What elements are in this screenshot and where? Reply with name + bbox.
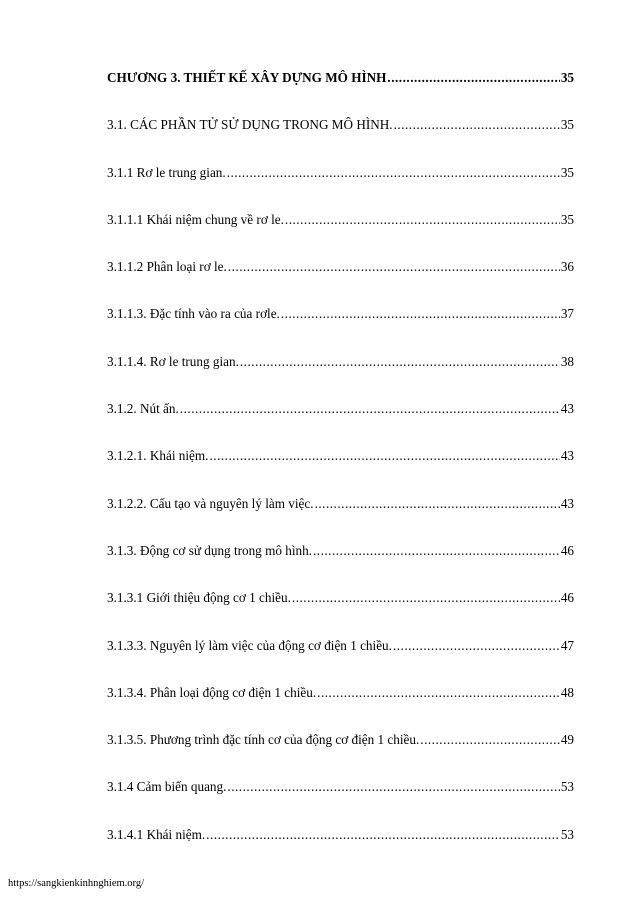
toc-dot-leader [240, 354, 560, 370]
toc-dot-leader [281, 306, 560, 322]
toc-entry-3-1-3-4[interactable] [107, 685, 574, 732]
toc-dot-leader [393, 638, 560, 654]
toc-entry-label: 3.1.3.4. Phân loại động cơ điện 1 chiều. [107, 684, 317, 700]
toc-entry-page: 37 [560, 306, 574, 322]
toc-entry-label: 3.1.4.1 Khái niệm. [107, 826, 206, 842]
toc-entry-label: 3.1.3.5. Phương trình đặc tính cơ của động cơ điện 1 chiều. [107, 732, 420, 748]
toc-entry-page: 35 [560, 70, 574, 85]
toc-entry-page: 35 [560, 164, 574, 180]
toc-dot-leader [394, 117, 560, 133]
toc-entry-3-1-3-3[interactable] [107, 638, 574, 685]
toc-entry-label: 3.1.2. Nút ấn. [107, 401, 179, 417]
toc-dot-leader [315, 496, 560, 512]
toc-entry-3-1-2-2[interactable] [107, 496, 574, 543]
toc-entry-3-1-4[interactable] [107, 779, 574, 826]
toc-entry-label: 3.1.3.3. Nguyên lý làm việc của động cơ điện 1 chiều. [107, 637, 392, 653]
toc-entry-page: 47 [560, 637, 574, 653]
toc-dot-leader [228, 259, 560, 275]
toc-entry-chapter-3[interactable] [107, 70, 574, 117]
toc-entry-3-1-2[interactable] [107, 401, 574, 448]
toc-dot-leader [317, 685, 560, 701]
toc-entry-label: 3.1. CÁC PHẦN TỬ SỬ DỤNG TRONG MÔ HÌNH. [107, 117, 393, 133]
toc-entry-label: 3.1.1.4. Rơ le trung gian. [107, 353, 239, 369]
toc-entry-3-1[interactable] [107, 117, 574, 164]
toc-dot-leader [285, 212, 560, 228]
toc-dot-leader [292, 590, 560, 606]
toc-entry-page: 35 [560, 117, 574, 133]
toc-entry-3-1-1-3[interactable] [107, 306, 574, 353]
toc-entry-3-1-1-4[interactable] [107, 354, 574, 401]
toc-entry-label: 3.1.4 Cảm biến quang. [107, 779, 227, 795]
toc-entry-page: 43 [560, 448, 574, 464]
toc-entry-label: 3.1.1.2 Phân loại rơ le. [107, 259, 227, 275]
toc-entry-page: 53 [560, 826, 574, 842]
toc-entry-3-1-3[interactable] [107, 543, 574, 590]
toc-entry-label: CHƯƠNG 3. THIẾT KẾ XÂY DỰNG MÔ HÌNH [107, 70, 387, 85]
toc-entry-label: 3.1.1.1 Khái niệm chung về rơ le. [107, 211, 284, 227]
toc-entry-label: 3.1.2.2. Cấu tạo và nguyên lý làm việc. [107, 495, 314, 511]
toc-entry-page: 35 [560, 211, 574, 227]
toc-dot-leader [180, 401, 560, 417]
toc-entry-page: 49 [560, 732, 574, 748]
toc-entry-3-1-1-1[interactable] [107, 212, 574, 259]
toc-dot-leader [227, 165, 560, 181]
toc-dot-leader [209, 448, 559, 464]
toc-entry-page: 36 [560, 259, 574, 275]
toc-entry-3-1-3-5[interactable] [107, 732, 574, 779]
toc-entry-3-1-1[interactable] [107, 165, 574, 212]
toc-entry-page: 43 [560, 401, 574, 417]
toc-entry-page: 46 [560, 590, 574, 606]
toc-entry-page: 53 [560, 779, 574, 795]
toc-entry-label: 3.1.3. Động cơ sử dụng trong mô hình. [107, 542, 312, 558]
toc-entry-3-1-3-1[interactable] [107, 590, 574, 637]
toc-entry-label: 3.1.2.1. Khái niệm. [107, 448, 209, 464]
toc-entry-page: 46 [560, 542, 574, 558]
toc-entry-label: 3.1.1 Rơ le trung gian. [107, 164, 226, 180]
footer-url: https://sangkienkinhnghiem.org/ [8, 878, 145, 889]
toc-entry-label: 3.1.3.1 Giới thiệu động cơ 1 chiều. [107, 590, 291, 606]
toc-entry-label: 3.1.1.3. Đặc tính vào ra của rơle. [107, 306, 280, 322]
toc-entry-3-1-1-2[interactable] [107, 259, 574, 306]
toc-entry-page: 43 [560, 495, 574, 511]
toc-entry-3-1-4-1[interactable] [107, 827, 574, 874]
toc-dot-leader [227, 779, 559, 795]
toc-dot-leader [206, 827, 560, 843]
toc-entry-page: 38 [560, 353, 574, 369]
toc-entry-3-1-2-1[interactable] [107, 448, 574, 495]
toc-dot-leader [313, 543, 560, 559]
toc-entry-page: 48 [560, 684, 574, 700]
toc-dot-leader [387, 70, 559, 86]
table-of-contents [107, 70, 574, 874]
toc-dot-leader [420, 732, 560, 748]
